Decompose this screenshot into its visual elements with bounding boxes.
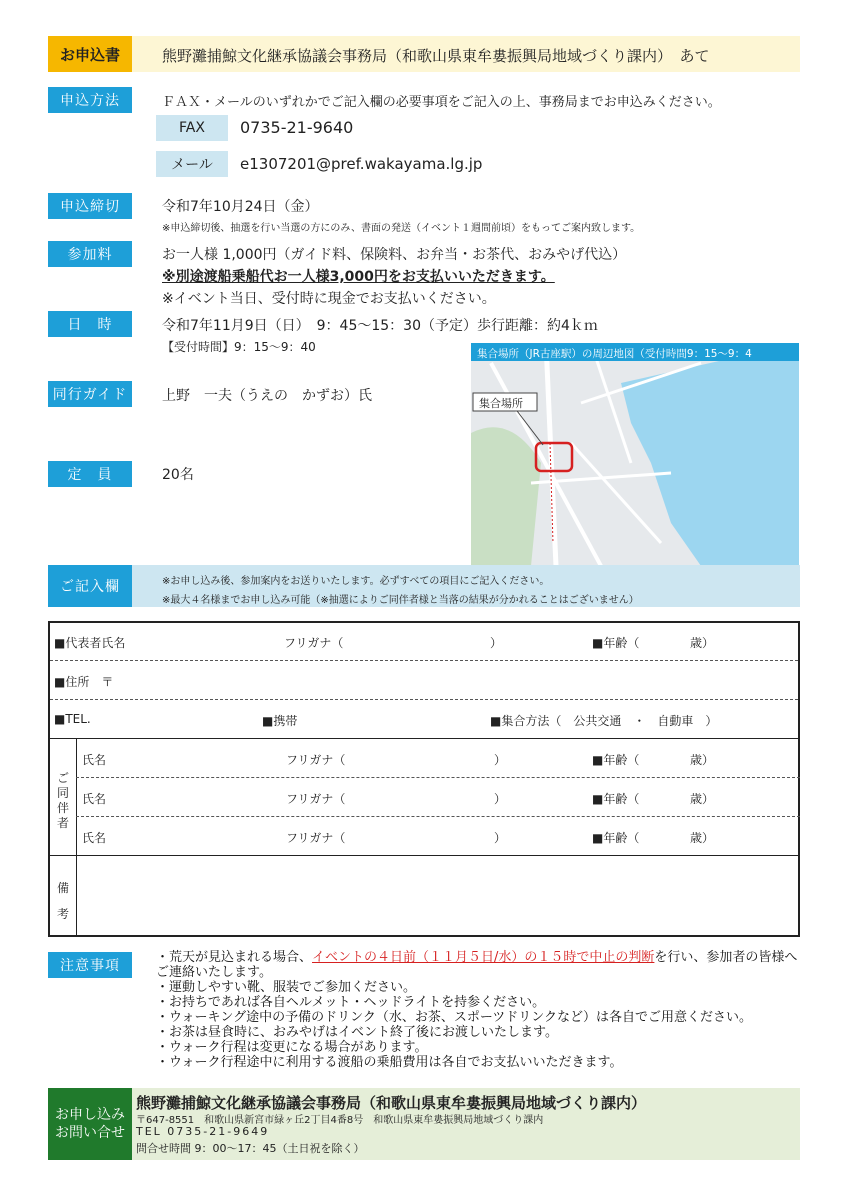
rep-row[interactable] xyxy=(50,623,798,661)
companion-name-label: 氏名 xyxy=(82,831,107,845)
capacity-value: 20名 xyxy=(162,467,194,483)
footer-tel: TEL 0735-21-9649 xyxy=(136,1125,270,1138)
address-row[interactable] xyxy=(50,661,798,700)
note-helmet: ・お持ちであれば各自ヘルメット・ヘッドライトを持参ください。 xyxy=(156,995,546,1010)
companion-row[interactable] xyxy=(76,817,800,855)
address-label: ■住所 〒 xyxy=(54,675,114,689)
footer-address: 〒647-8551 和歌山県新宮市緑ヶ丘2丁目4番8号 和歌山県東牟婁振興局地域づくり課内 xyxy=(136,1115,544,1126)
notes-tag: 注意事項 xyxy=(48,952,132,978)
companion-paren: ） xyxy=(494,831,507,845)
tel-label: ■TEL. xyxy=(54,712,91,726)
map-graphic xyxy=(471,343,799,566)
footer-org: 熊野灘捕鯨文化継承協議会事務局（和歌山県東牟婁振興局地域づくり課内） xyxy=(136,1094,647,1112)
entry-note-2: ※最大４名様までお申し込み可能（※抽選によりご同伴者様と当落の結果が分かれることはございません） xyxy=(162,595,639,606)
companion-name-label: 氏名 xyxy=(82,792,107,806)
deadline-tag: 申込締切 xyxy=(48,193,132,219)
mail-label: メール xyxy=(156,151,228,177)
rep-age-label: ■年齢（ xyxy=(592,636,640,650)
companion-furigana-label: フリガナ（ xyxy=(286,753,346,767)
companion-age-unit: 歳） xyxy=(690,831,715,845)
entry-tag: ご記入欄 xyxy=(48,565,132,607)
note-route: ・ウォーク行程は変更になる場合があります。 xyxy=(156,1040,428,1055)
companion-paren: ） xyxy=(494,753,507,767)
guide-name: 上野 一夫（うえの かずお）氏 xyxy=(162,388,372,404)
rep-paren: ） xyxy=(490,636,503,650)
datetime-text: 令和7年11月9日（日） 9：45～15：30（予定）歩行距離：約4ｋｍ xyxy=(162,318,598,334)
companion-row[interactable] xyxy=(76,778,800,817)
companion-age-unit: 歳） xyxy=(690,753,715,767)
gather-method: ■集合方法（ 公共交通 ・ 自動車 ） xyxy=(490,714,718,728)
fax-label: FAX xyxy=(156,115,228,141)
fee-line-2: ※別途渡船乗船代お一人様3,000円をお支払いいただきます。 xyxy=(162,269,555,285)
reception-time: 【受付時間】9：15～9：40 xyxy=(162,340,316,354)
contact-tag: お申し込み お問い合せ xyxy=(48,1088,132,1160)
deadline-date: 令和7年10月24日（金） xyxy=(162,199,319,215)
fax-number: 0735-21-9640 xyxy=(240,118,354,137)
guide-tag: 同行ガイド xyxy=(48,381,132,407)
note-clothing: ・運動しやすい靴、服装でご参加ください。 xyxy=(156,980,417,995)
method-tag: 申込方法 xyxy=(48,87,132,113)
companion-age-label: ■年齢（ xyxy=(592,792,640,806)
companion-furigana-label: フリガナ（ xyxy=(286,831,346,845)
entry-form xyxy=(48,621,800,937)
notes-list xyxy=(156,950,804,1070)
tel-row[interactable] xyxy=(50,700,798,739)
note-weather: ・荒天が見込まれる場合、イベントの４日前（１１月５日/水）の１５時で中止の判断を行い、参加者の皆様へご連絡いたします。 xyxy=(156,950,798,980)
remarks-label: 備 考 xyxy=(56,881,69,921)
entry-note-1: ※お申し込み後、参加案内をお送りいたします。必ずすべての項目にご記入ください。 xyxy=(162,576,550,587)
capacity-tag: 定 員 xyxy=(48,461,132,487)
rep-name-label: ■代表者氏名 xyxy=(54,636,126,650)
footer-hours: 問合せ時間 9：00～17：45（土日祝を除く） xyxy=(136,1142,365,1155)
deadline-note: ※申込締切後、抽選を行い当選の方にのみ、書面の発送（イベント１週間前頃）をもってご案内致します。 xyxy=(162,223,641,234)
area-map xyxy=(471,343,799,566)
rep-age-unit: 歳） xyxy=(690,636,715,650)
note-drink: ・ウォーキング途中の予備のドリンク（水、お茶、スポーツドリンクなど）は各自でご用意ください。 xyxy=(156,1010,753,1025)
companion-row[interactable] xyxy=(76,739,800,778)
addressee: 熊野灘捕鯨文化継承協議会事務局（和歌山県東牟婁振興局地域づくり課内） あて xyxy=(162,47,710,65)
map-title: 集合場所（JR古座駅）の周辺地図（受付時間9：15～9：4 xyxy=(477,348,752,360)
note-tea: ・お茶は昼食時に、おみやげはイベント終了後にお渡しいたします。 xyxy=(156,1025,558,1040)
companion-paren: ） xyxy=(494,792,507,806)
mail-address: e1307201@pref.wakayama.lg.jp xyxy=(240,155,483,173)
note-boat: ・ウォーク行程途中に利用する渡船の乗船費用は各自でお支払いいただきます。 xyxy=(156,1055,623,1070)
rep-furigana-label: フリガナ（ xyxy=(284,636,344,650)
fee-line-1: お一人様 1,000円（ガイド料、保険料、お弁当・お茶代、おみやげ代込） xyxy=(162,247,627,263)
fee-line-3: ※イベント当日、受付時に現金でお支払いください。 xyxy=(162,291,496,307)
remarks-field[interactable] xyxy=(76,856,800,935)
fee-tag: 参加料 xyxy=(48,241,132,267)
companion-age-label: ■年齢（ xyxy=(592,753,640,767)
companion-furigana-label: フリガナ（ xyxy=(286,792,346,806)
header-tag: お申込書 xyxy=(48,36,132,72)
method-text: ＦＡＸ・メールのいずれかでご記入欄の必要事項をご記入の上、事務局までお申込みください。 xyxy=(162,95,721,110)
companion-name-label: 氏名 xyxy=(82,753,107,767)
companion-label: ご 同 伴 者 xyxy=(56,771,69,830)
datetime-tag: 日 時 xyxy=(48,311,132,337)
companion-age-unit: 歳） xyxy=(690,792,715,806)
companion-age-label: ■年齢（ xyxy=(592,831,640,845)
map-callout: 集合場所 xyxy=(479,397,523,410)
mobile-label: ■携帯 xyxy=(262,714,298,728)
